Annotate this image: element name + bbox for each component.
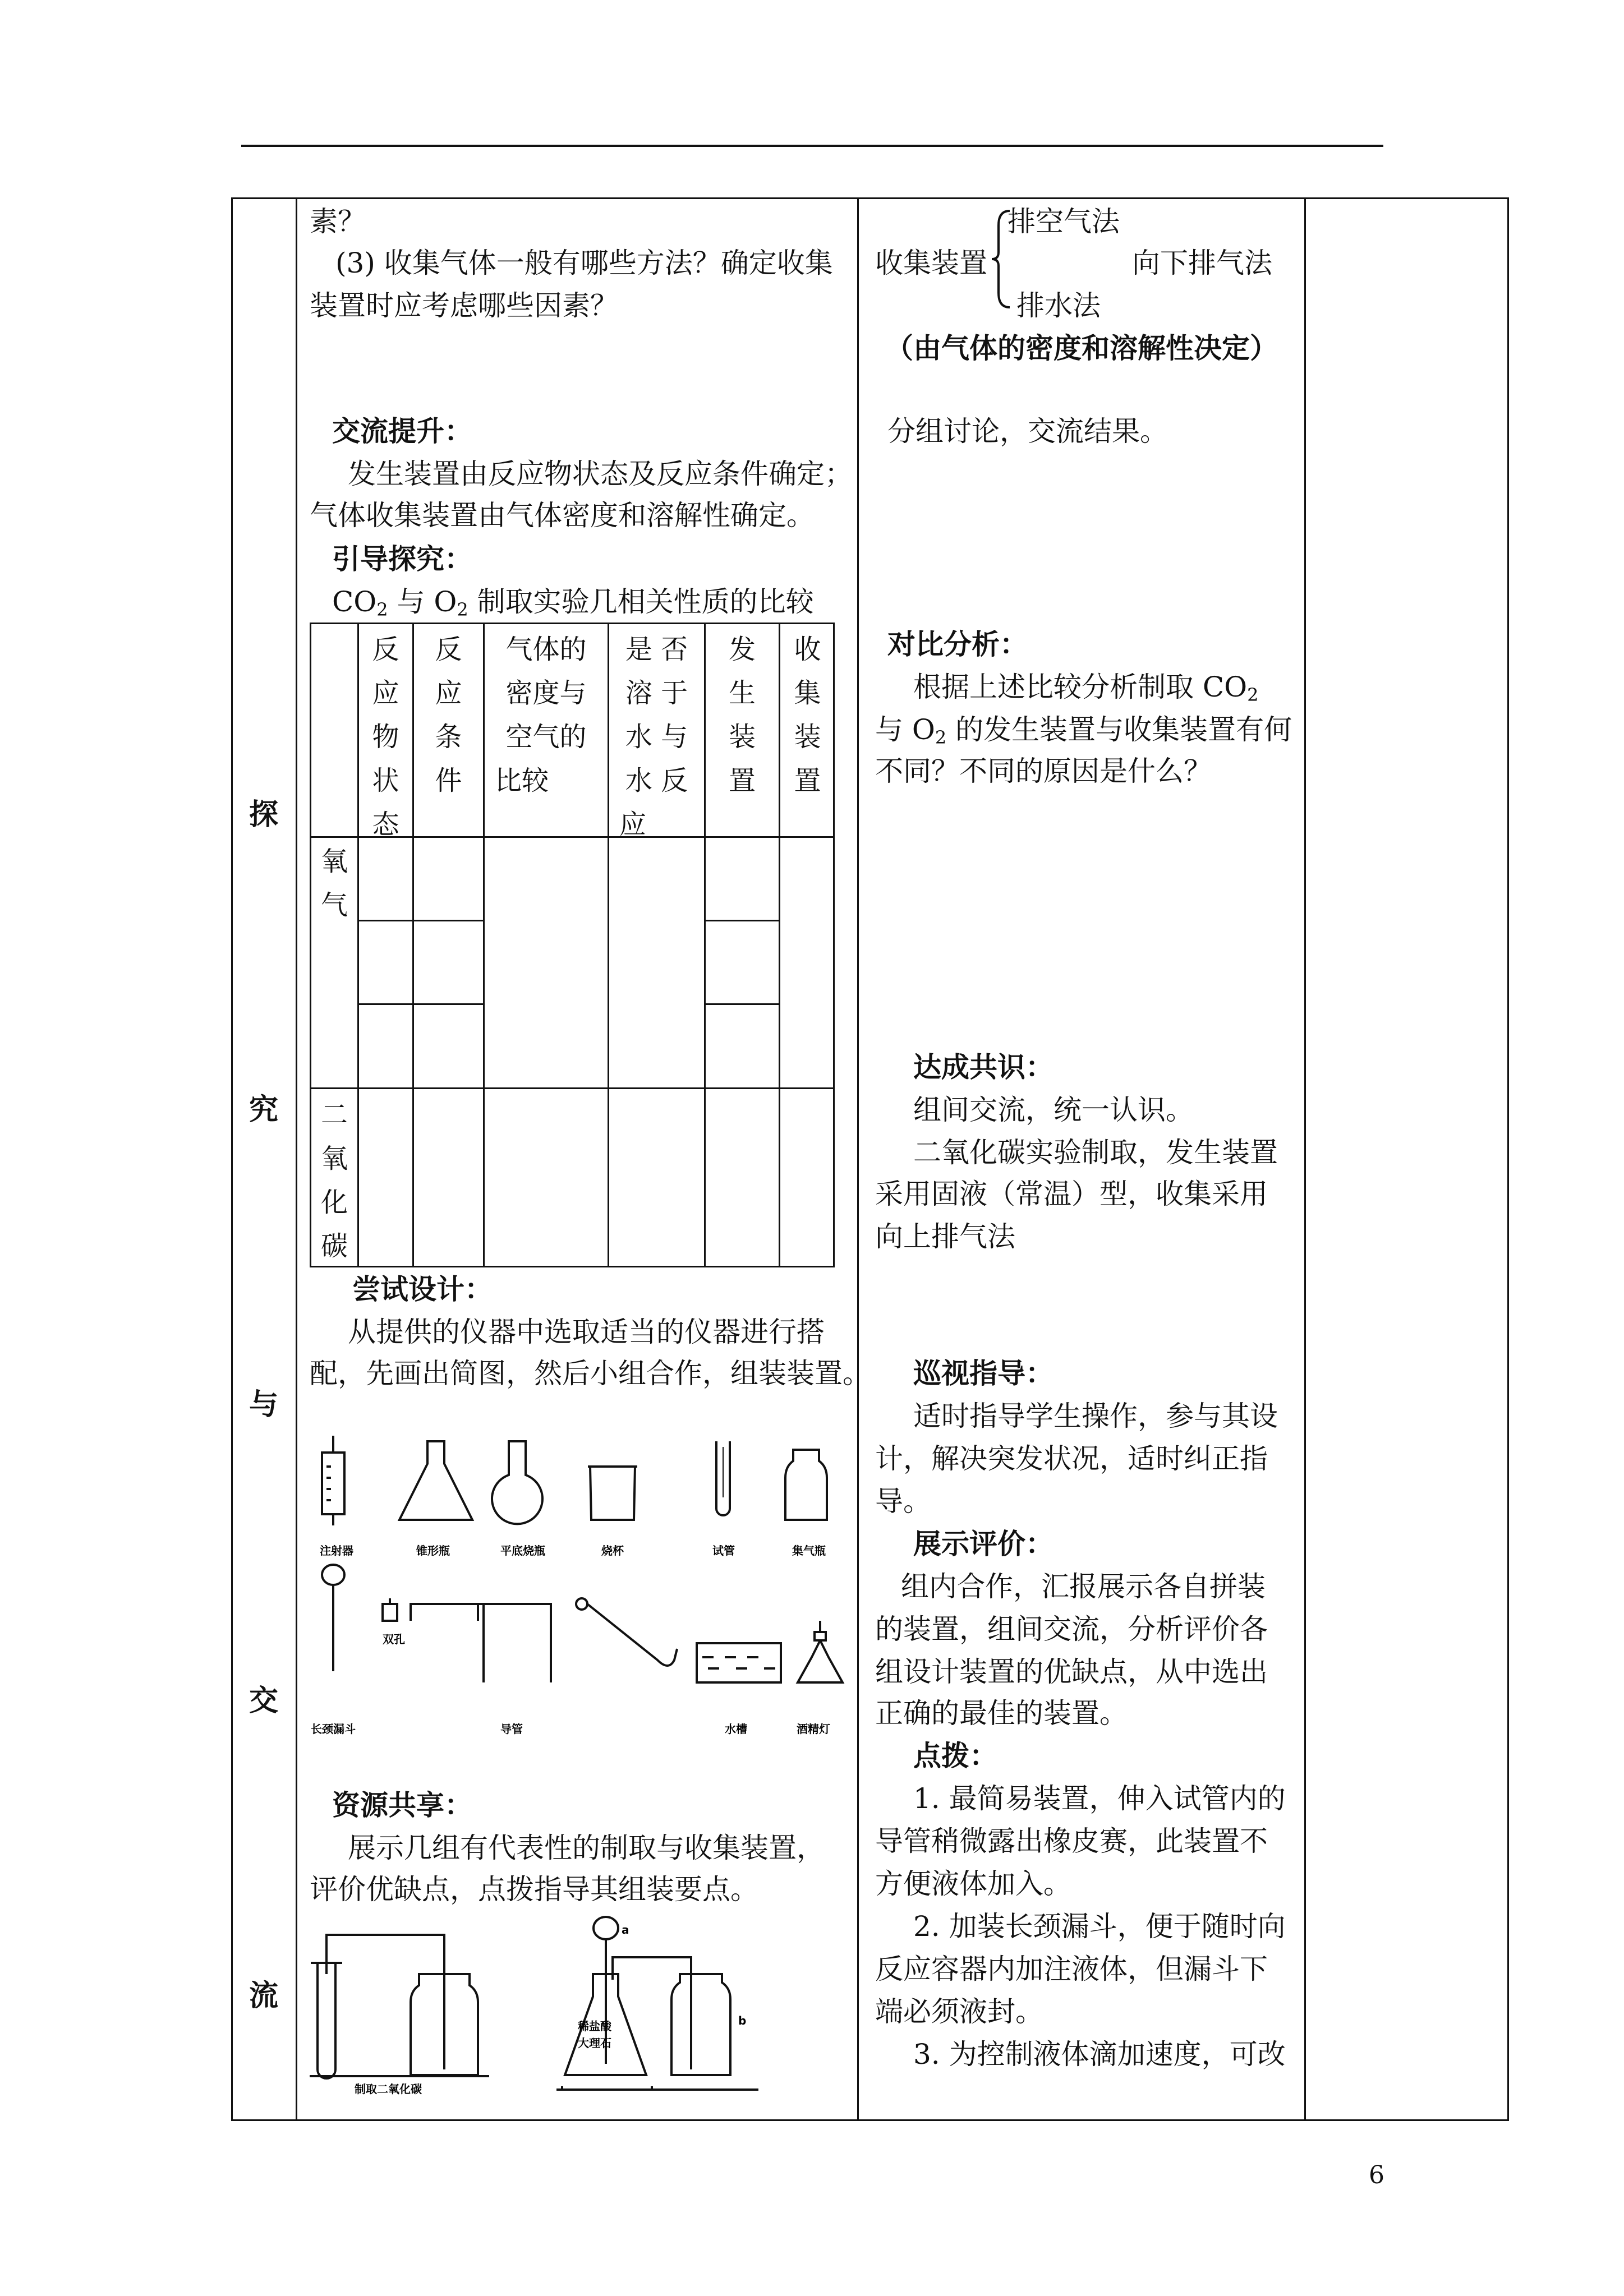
contrast-line2: 与 $O_2$ 的发生装置与收集装置有何 — [875, 713, 1292, 748]
section-title-share: 资源共享： — [332, 1788, 472, 1822]
side-label-char: 与 — [249, 1387, 279, 1422]
section-title-exchange: 交流提升： — [332, 414, 472, 448]
instrument-label: 注射器 — [320, 1544, 353, 1557]
method-water: 排水法 — [1016, 289, 1101, 322]
table-header-condition: 反 应 条 件 — [435, 634, 462, 796]
share-line1: 展示几组有代表性的制取与收集装置， — [348, 1832, 825, 1864]
table-header-reactant-state: 反 应 物 状 态 — [372, 634, 399, 840]
section-title-tip: 点拨： — [913, 1739, 997, 1772]
figure-label: 稀盐酸 — [578, 2020, 611, 2033]
try-line2: 配，先画出简图，然后小组合作，组装装置。 — [310, 1357, 871, 1390]
exchange-line1: 发生装置由反应物状态及反应条件确定； — [348, 458, 853, 490]
patrol-line2: 计，解决突发状况，适时纠正指 — [875, 1442, 1268, 1475]
consensus-line2: 二氧化碳实验制取，发生装置 — [913, 1136, 1278, 1169]
contrast-line1: 根据上述比较分析制取 $CO_2$ — [913, 671, 1259, 706]
instrument-label: 长颈漏斗 — [311, 1722, 356, 1736]
eval-line3: 组设计装置的优缺点，从中选出 — [875, 1656, 1268, 1688]
consensus-line4: 向上排气法 — [875, 1220, 1015, 1253]
table-header-density: 气体的 密度与 空气的 比较 — [495, 634, 587, 796]
comparison-table — [310, 623, 835, 1267]
figure-label: 大理石 — [578, 2036, 611, 2050]
section-title-contrast: 对比分析： — [887, 628, 1028, 661]
section-title-patrol: 巡视指导： — [913, 1357, 1053, 1390]
table-header-collector: 收 集 装 置 — [794, 634, 821, 796]
eval-line4: 正确的最佳的装置。 — [875, 1697, 1128, 1730]
table-row-oxygen-label: 氧 气 — [320, 846, 348, 921]
exchange-line2: 气体收集装置由气体密度和溶解性确定。 — [310, 499, 815, 532]
col-divider-2 — [857, 197, 859, 2121]
contrast-line3: 不同？不同的原因是什么？ — [875, 755, 1212, 787]
consensus-line3: 采用固液（常温）型，收集采用 — [875, 1178, 1268, 1210]
instrument-figure — [310, 1436, 848, 1739]
instrument-label: 平底烧瓶 — [500, 1544, 545, 1557]
question-3-line2: 装置时应考虑哪些因素？ — [310, 289, 618, 322]
table-row-co2-label: 二 氧 化 碳 — [320, 1099, 348, 1262]
apparatus-figure — [310, 1912, 848, 2097]
collect-label: 收集装置 — [875, 247, 987, 279]
share-line2: 评价优缺点，点拨指导其组装要点。 — [310, 1873, 758, 1906]
brace-icon — [990, 209, 1012, 310]
instrument-label: 试管 — [712, 1544, 735, 1557]
section-title-try: 尝试设计： — [352, 1273, 493, 1306]
discuss-line: 分组讨论，交流结果。 — [887, 415, 1168, 448]
patrol-line3: 导。 — [875, 1485, 931, 1518]
tip-line4: 2. 加装长颈漏斗，便于随时向 — [913, 1910, 1286, 1943]
side-label-char: 究 — [249, 1092, 279, 1127]
instrument-label: 酒精灯 — [797, 1722, 830, 1736]
figure-label: a — [622, 1923, 629, 1937]
tip-line5: 反应容器内加注液体，但漏斗下 — [875, 1953, 1268, 1985]
eval-line2: 的装置，组间交流，分析评价各 — [875, 1613, 1268, 1645]
instrument-label: 双孔 — [383, 1633, 405, 1646]
col-divider-3 — [1304, 197, 1306, 2121]
tip-line1: 1. 最简易装置，伸入试管内的 — [913, 1782, 1286, 1815]
method-air: 排空气法 — [1007, 205, 1120, 238]
instrument-label: 导管 — [500, 1722, 523, 1736]
try-line1: 从提供的仪器中选取适当的仪器进行搭 — [348, 1316, 825, 1348]
section-title-eval: 展示评价： — [913, 1527, 1053, 1560]
side-label-char: 流 — [249, 1979, 279, 2013]
instrument-label: 锥形瓶 — [416, 1544, 450, 1557]
figure-label: b — [738, 2014, 747, 2027]
tip-line3: 方便液体加入。 — [875, 1868, 1071, 1900]
method-down: 向下排气法 — [1132, 247, 1272, 279]
header-rule — [241, 145, 1383, 147]
table-header-generator: 发 生 装 置 — [728, 634, 756, 796]
instrument-label: 烧杯 — [601, 1544, 624, 1557]
section-title-consensus: 达成共识： — [913, 1050, 1053, 1084]
question-3-line1: (3) 收集气体一般有哪些方法？确定收集 — [335, 247, 833, 279]
tip-line6: 端必须液封。 — [875, 1995, 1043, 2028]
section-title-guide: 引导探究： — [332, 542, 472, 575]
side-label-char: 交 — [249, 1684, 279, 1718]
instrument-label: 集气瓶 — [792, 1544, 826, 1557]
col-divider-1 — [296, 197, 297, 2121]
table-header-solubility: 是 否 溶 于 水 与 水 反 应 — [619, 634, 688, 840]
side-label-char: 探 — [249, 797, 279, 832]
instrument-label: 水槽 — [725, 1722, 747, 1736]
eval-line1: 组内合作，汇报展示各自拼装 — [901, 1570, 1266, 1603]
page-number: 6 — [1369, 2161, 1384, 2189]
compare-caption: $CO_2$ 与 $O_2$ 制取实验几相关性质的比较 — [332, 585, 814, 620]
tip-line7: 3. 为控制液体滴加速度，可改 — [913, 2038, 1286, 2071]
consensus-line1: 组间交流，统一认识。 — [913, 1094, 1194, 1126]
decided-by: （由气体的密度和溶解性决定） — [885, 331, 1278, 365]
patrol-line1: 适时指导学生操作，参与其设 — [913, 1400, 1278, 1432]
tip-line2: 导管稍微露出橡皮赛，此装置不 — [875, 1825, 1268, 1857]
figure-caption: 制取二氧化碳 — [355, 2082, 422, 2096]
question-tail: 素？ — [310, 205, 366, 238]
